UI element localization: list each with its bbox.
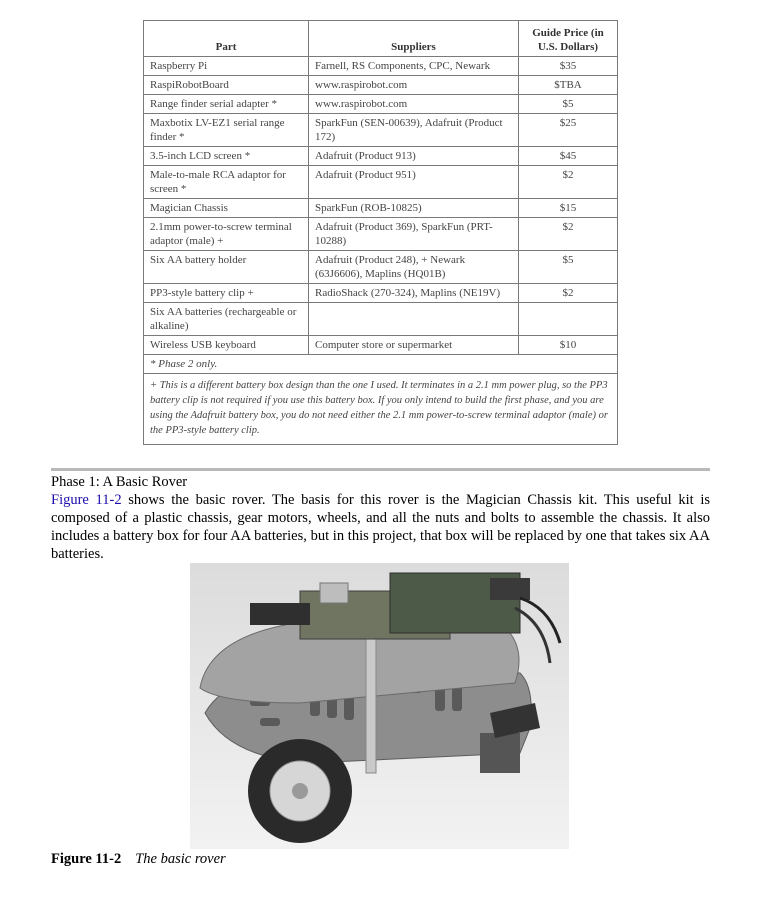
phase2-note: * Phase 2 only. [144,355,618,374]
cell-part: Raspberry Pi [144,57,309,76]
section-heading: Phase 1: A Basic Rover [51,474,188,490]
table-row [144,95,618,114]
table-body [144,57,618,355]
cell-price: $5 [519,251,618,284]
figure-link[interactable]: Figure 11-2 [51,492,122,508]
cell-price: $15 [519,199,618,218]
table-row [144,218,618,251]
body-paragraph-text: shows the basic rover. The basis for this rover is the Magician Chassis kit. This useful kit is composed of a plastic chassis, gear motors, wheels, and all the nuts and bolts to assemble the chassis. It also includes a battery box for four AA batteries, but in this project, that box will be replaced by one that takes six AA batteries. [51,492,710,562]
cell-price [519,303,618,336]
rover-illustration [190,563,569,849]
cell-part: Range finder serial adapter * [144,95,309,114]
table-row [144,166,618,199]
figure-label: Figure 11-2 [51,851,122,867]
table-note-row [144,355,618,374]
parts-table [143,20,617,469]
cell-part: RaspiRobotBoard [144,76,309,95]
cell-suppliers: Adafruit (Product 248), + Newark (63J6606), Maplins (HQ01B) [309,251,519,284]
cell-suppliers: Adafruit (Product 369), SparkFun (PRT-10288) [309,218,519,251]
cell-suppliers: Farnell, RS Components, CPC, Newark [309,57,519,76]
header-price: Guide Price (in U.S. Dollars) [519,21,618,57]
cell-price: $2 [519,284,618,303]
cell-price: $2 [519,218,618,251]
cell-suppliers: Adafruit (Product 913) [309,147,519,166]
cell-suppliers: Adafruit (Product 951) [309,166,519,199]
table-footnote-row [144,374,618,445]
cell-price: $2 [519,166,618,199]
figure-title: The basic rover [135,851,226,867]
cell-part: PP3-style battery clip + [144,284,309,303]
table-bottom-rule [51,468,710,471]
table-row [144,303,618,336]
table-header-row [144,21,618,57]
cell-suppliers: www.raspirobot.com [309,95,519,114]
cell-suppliers: SparkFun (SEN-00639), Adafruit (Product 172) [309,114,519,147]
cell-price: $10 [519,336,618,355]
table-row [144,336,618,355]
cell-price: $5 [519,95,618,114]
table-row [144,114,618,147]
cell-price: $45 [519,147,618,166]
cell-suppliers: SparkFun (ROB-10825) [309,199,519,218]
battery-footnote: + This is a different battery box design than the one I used. It terminates in a 2.1 mm power plug, so the PP3 battery clip is not required if you use this battery box. If you only intend to build the first phase, and you are using the Adafruit battery box, you do not need either the 2.1 mm power-to-screw terminal adaptor (male) or the PP3-style battery clip. [144,374,618,445]
cell-price: $TBA [519,76,618,95]
header-suppliers: Suppliers [309,21,519,57]
cell-price: $35 [519,57,618,76]
parts-table-grid [143,20,618,445]
cell-part: 2.1mm power-to-screw terminal adaptor (male) + [144,218,309,251]
figure-caption [51,850,226,868]
table-row [144,251,618,284]
table-row [144,76,618,95]
table-row [144,199,618,218]
cell-part: Six AA battery holder [144,251,309,284]
cell-part: Wireless USB keyboard [144,336,309,355]
cell-part: 3.5-inch LCD screen * [144,147,309,166]
table-row [144,147,618,166]
header-part: Part [144,21,309,57]
cell-part: Six AA batteries (rechargeable or alkaline) [144,303,309,336]
cell-suppliers: RadioShack (270-324), Maplins (NE19V) [309,284,519,303]
rover-photo [190,563,569,849]
cell-part: Magician Chassis [144,199,309,218]
table-row [144,284,618,303]
cell-suppliers: www.raspirobot.com [309,76,519,95]
table-row [144,57,618,76]
cell-part: Maxbotix LV-EZ1 serial range finder * [144,114,309,147]
cell-price: $25 [519,114,618,147]
body-paragraph [51,491,710,563]
cell-part: Male-to-male RCA adaptor for screen * [144,166,309,199]
cell-suppliers [309,303,519,336]
cell-suppliers: Computer store or supermarket [309,336,519,355]
